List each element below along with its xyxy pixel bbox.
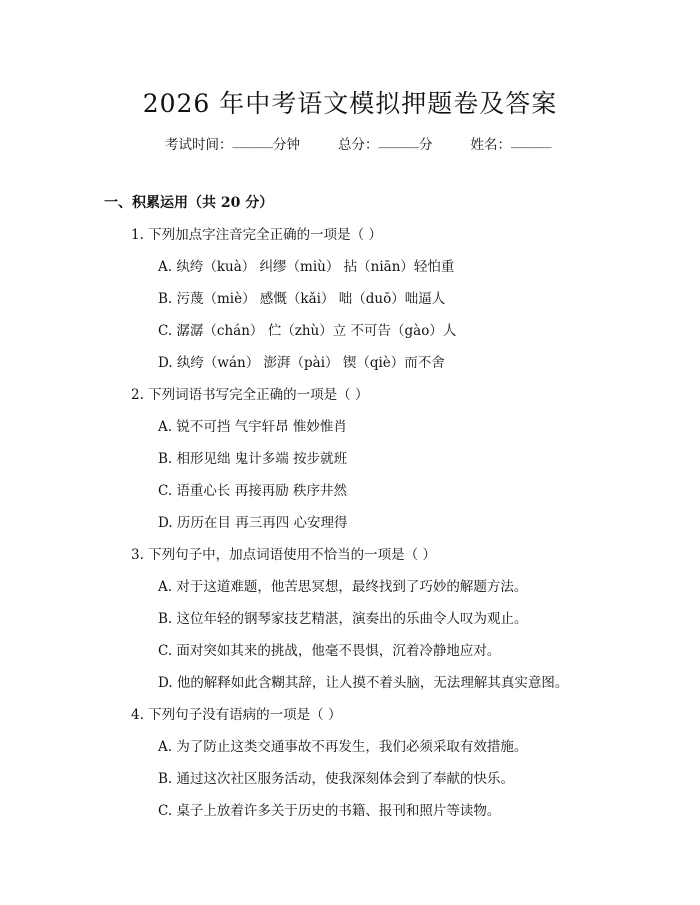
question-stem: 4. 下列句子没有语病的一项是（ ） — [131, 707, 342, 723]
question-option: C. 面对突如其来的挑战，他毫不畏惧，沉着冷静地应对。 — [158, 643, 501, 659]
question-stem: 3. 下列句子中，加点词语使用不恰当的一项是（ ） — [131, 547, 436, 563]
question-option: B. 通过这次社区服务活动，使我深刻体会到了奉献的快乐。 — [158, 771, 515, 787]
question-option: C. 桌子上放着许多关于历史的书籍、报刊和照片等读物。 — [158, 803, 501, 819]
question-option: D. 纨绔（wán） 澎湃（pài） 锲（qiè）而不舍 — [158, 355, 445, 371]
name-field — [471, 133, 552, 153]
exam-time-field — [165, 133, 300, 153]
question-option: B. 污蔑（miè） 感慨（kǎi） 咄（duō）咄逼人 — [158, 291, 446, 307]
section-heading: 一、积累运用（共 20 分） — [104, 195, 274, 211]
exam-time-unit: 分钟 — [273, 137, 300, 153]
question-option: D. 他的解释如此含糊其辞，让人摸不着头脑，无法理解其真实意图。 — [158, 675, 569, 691]
name-blank: ______ — [511, 133, 552, 149]
total-score-field — [338, 133, 433, 153]
question-option: A. 锐不可挡 气宇轩昂 惟妙惟肖 — [158, 419, 347, 435]
question-option: C. 潺潺（chán） 伫（zhù）立 不可告（gào）人 — [158, 323, 457, 339]
question-option: B. 相形见绌 鬼计多端 按步就班 — [158, 451, 348, 467]
exam-time-label: 考试时间： — [165, 137, 233, 153]
question-option: B. 这位年轻的钢琴家技艺精湛，演奏出的乐曲令人叹为观止。 — [158, 611, 528, 627]
question-stem: 2. 下列词语书写完全正确的一项是（ ） — [131, 387, 369, 403]
total-score-label: 总分： — [338, 137, 379, 153]
total-score-blank: ______ — [378, 133, 419, 149]
question-option: A. 对于这道难题，他苦思冥想，最终找到了巧妙的解题方法。 — [158, 579, 528, 595]
exam-time-blank: ______ — [232, 133, 273, 149]
exam-info-line — [165, 133, 552, 153]
name-label: 姓名： — [470, 137, 511, 153]
question-stem: 1. 下列加点字注音完全正确的一项是（ ） — [131, 227, 382, 243]
question-option: C. 语重心长 再接再励 秩序井然 — [158, 483, 348, 499]
total-score-unit: 分 — [419, 137, 433, 153]
question-option: A. 为了防止这类交通事故不再发生，我们必须采取有效措施。 — [158, 739, 528, 755]
question-option: A. 纨绔（kuà） 纠缪（miù） 拈（niān）轻怕重 — [158, 259, 455, 275]
question-option: D. 历历在目 再三再四 心安理得 — [158, 515, 348, 531]
page-title: 2026 年中考语文模拟押题卷及答案 — [142, 89, 558, 118]
